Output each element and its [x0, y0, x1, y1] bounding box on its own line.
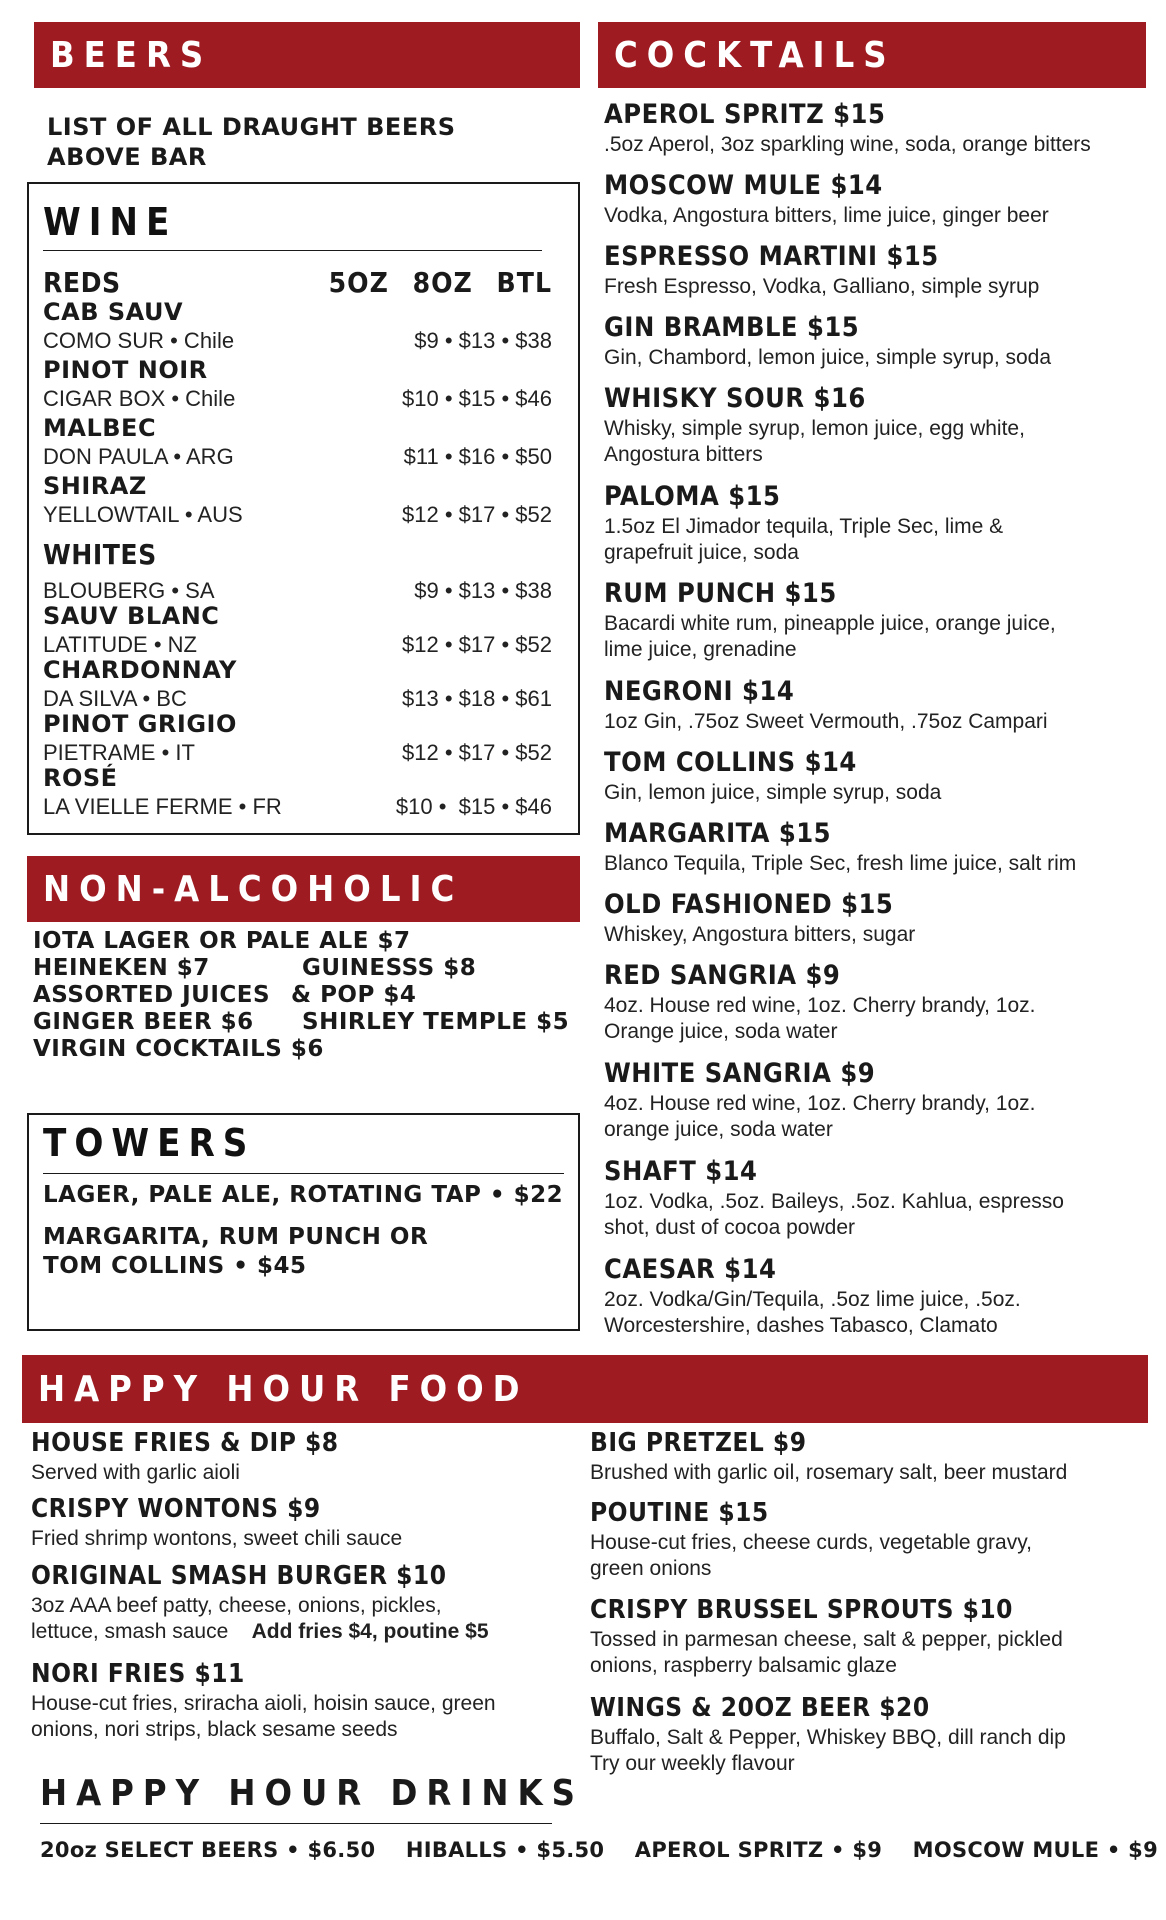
cocktail-name: RED SANGRIA $9: [604, 960, 841, 991]
wine-prices: $12 • $17 • $52: [402, 740, 552, 765]
wine-producer: PIETRAME • IT: [43, 740, 195, 765]
cocktail-description: Whiskey, Angostura bitters, sugar: [604, 923, 916, 946]
cocktail-name: ESPRESSO MARTINI $15: [604, 241, 939, 272]
wine-producer: CIGAR BOX • Chile: [43, 386, 236, 411]
cocktail-name: WHITE SANGRIA $9: [604, 1058, 876, 1089]
wine-prices: $13 • $18 • $61: [402, 686, 552, 711]
cocktail-description: 1.5oz El Jimador tequila, Triple Sec, lime & grapefruit juice, soda: [604, 515, 1004, 564]
wine-prices: $9 • $13 • $38: [414, 328, 552, 353]
happy-hour-drinks-divider: [40, 1823, 552, 1824]
wine-name: CAB SAUV: [43, 298, 184, 326]
cocktail-name: WHISKY SOUR $16: [604, 383, 866, 414]
food-description: House-cut fries, cheese curds, vegetable gravy, green onions: [590, 1531, 1032, 1580]
wine-prices: $9 • $13 • $38: [414, 578, 552, 603]
wine-divider: [43, 250, 542, 251]
list-item: [33, 982, 417, 1009]
list-item: [33, 928, 410, 955]
cocktail-description: Vodka, Angostura bitters, lime juice, ginger beer: [604, 204, 1049, 227]
wine-prices: $11 • $16 • $50: [403, 444, 552, 469]
towers-divider: [43, 1173, 564, 1174]
tower-item: MARGARITA, RUM PUNCH OR: [43, 1224, 429, 1250]
cocktail-name: RUM PUNCH $15: [604, 578, 837, 609]
beers-note-line: ABOVE BAR: [47, 143, 207, 171]
wine-columns-header: 5OZ 8OZ BTL: [328, 266, 552, 299]
wine-prices: $12 • $17 • $52: [402, 502, 552, 527]
cocktail-name: GIN BRAMBLE $15: [604, 312, 860, 343]
cocktail-name: SHAFT $14: [604, 1156, 758, 1187]
wine-name: PINOT GRIGIO: [43, 710, 237, 738]
cocktail-description: Gin, lemon juice, simple syrup, soda: [604, 781, 942, 804]
cocktail-name: PALOMA $15: [604, 481, 781, 512]
wine-producer: BLOUBERG • SA: [43, 578, 215, 603]
drink-item: GUINESSS $8: [302, 955, 477, 981]
food-name: NORI FRIES $11: [31, 1659, 245, 1689]
non-alcoholic-banner: [27, 856, 580, 922]
food-description: Buffalo, Salt & Pepper, Whiskey BBQ, dill ranch dip Try our weekly flavour: [590, 1726, 1066, 1775]
cocktail-name: MARGARITA $15: [604, 818, 832, 849]
food-name: POUTINE $15: [590, 1498, 769, 1528]
happy-hour-food-title: HAPPY HOUR FOOD: [38, 1368, 529, 1410]
drink-item: VIRGIN COCKTAILS $6: [33, 1036, 324, 1062]
food-description: Tossed in parmesan cheese, salt & pepper, pickled onions, raspberry balsamic glaze: [590, 1628, 1063, 1677]
cocktails-banner: [598, 22, 1146, 88]
non-alcoholic-title: NON-ALCOHOLIC: [43, 868, 464, 910]
cocktail-description: Fresh Espresso, Vodka, Galliano, simple syrup: [604, 275, 1040, 298]
towers-title: TOWERS: [43, 1121, 256, 1165]
happy-hour-drinks-list: 20oz SELECT BEERS • $6.50 HIBALLS • $5.50 APEROL SPRITZ • $9 MOSCOW MULE • $9: [40, 1838, 1159, 1862]
cocktail-description: Bacardi white rum, pineapple juice, orange juice, lime juice, grenadine: [604, 612, 1056, 661]
wine-producer: COMO SUR • Chile: [43, 328, 235, 353]
cocktail-description: 4oz. House red wine, 1oz. Cherry brandy, 1oz. orange juice, soda water: [604, 1092, 1036, 1141]
food-description: Fried shrimp wontons, sweet chili sauce: [31, 1527, 403, 1550]
list-item: [33, 955, 477, 982]
tower-item: TOM COLLINS • $45: [43, 1253, 307, 1279]
cocktail-description: Blanco Tequila, Triple Sec, fresh lime juice, salt rim: [604, 852, 1077, 875]
cocktail-name: NEGRONI $14: [604, 676, 795, 707]
cocktail-description: .5oz Aperol, 3oz sparkling wine, soda, orange bitters: [604, 133, 1091, 156]
wine-title: WINE: [43, 200, 178, 244]
list-item: [33, 1036, 410, 1063]
beers-title: BEERS: [50, 34, 213, 76]
food-description: Served with garlic aioli: [31, 1461, 240, 1484]
cocktail-description: 2oz. Vodka/Gin/Tequila, .5oz lime juice, .5oz. Worcestershire, dashes Tabasco, Clamato: [604, 1288, 1021, 1337]
beers-note: [47, 112, 456, 172]
wine-whites-label: WHITES: [43, 538, 157, 571]
addon-note: Add fries $4, poutine $5: [251, 1620, 489, 1643]
food-name: CRISPY WONTONS $9: [31, 1494, 321, 1524]
wine-name: CHARDONNAY: [43, 656, 237, 684]
food-name: CRISPY BRUSSEL SPROUTS $10: [590, 1595, 1013, 1625]
food-name: ORIGINAL SMASH BURGER $10: [31, 1561, 447, 1591]
cocktail-description: Whisky, simple syrup, lemon juice, egg white, Angostura bitters: [604, 417, 1025, 466]
wine-producer: YELLOWTAIL • AUS: [43, 502, 243, 527]
drink-item: GINGER BEER $6: [33, 1009, 254, 1035]
cocktail-description: Gin, Chambord, lemon juice, simple syrup, soda: [604, 346, 1052, 369]
cocktails-title: COCKTAILS: [614, 34, 896, 76]
wine-prices: $10 • $15 • $46: [402, 386, 552, 411]
cocktail-name: MOSCOW MULE $14: [604, 170, 883, 201]
beers-banner: [34, 22, 580, 88]
drink-item: IOTA LAGER OR PALE ALE $7: [33, 928, 411, 954]
drink-item: ASSORTED JUICES: [33, 982, 271, 1008]
food-description: House-cut fries, sriracha aioli, hoisin sauce, green onions, nori strips, black sesame seeds: [31, 1692, 496, 1741]
food-name: WINGS & 20OZ BEER $20: [590, 1693, 930, 1723]
cocktail-description: 4oz. House red wine, 1oz. Cherry brandy, 1oz. Orange juice, soda water: [604, 994, 1036, 1043]
wine-name: SHIRAZ: [43, 472, 147, 500]
cocktail-description: 1oz. Vodka, .5oz. Baileys, .5oz. Kahlua, espresso shot, dust of cocoa powder: [604, 1190, 1064, 1239]
cocktail-description: 1oz Gin, .75oz Sweet Vermouth, .75oz Campari: [604, 710, 1048, 733]
wine-name: MALBEC: [43, 414, 157, 442]
wine-prices: $10 • $15 • $46: [395, 794, 552, 819]
tower-item: LAGER, PALE ALE, ROTATING TAP • $22: [43, 1182, 564, 1208]
drink-item: SHIRLEY TEMPLE $5: [302, 1009, 570, 1035]
towers-section: [27, 1113, 580, 1331]
cocktail-name: TOM COLLINS $14: [604, 747, 857, 778]
wine-producer: LA VIELLE FERME • FR: [43, 794, 282, 819]
cocktail-name: OLD FASHIONED $15: [604, 889, 894, 920]
wine-name: ROSÉ: [43, 764, 118, 792]
food-name: HOUSE FRIES & DIP $8: [31, 1428, 339, 1458]
happy-hour-drinks-title: HAPPY HOUR DRINKS: [40, 1773, 584, 1814]
drink-item: & POP $4: [291, 982, 417, 1008]
happy-hour-food-banner: [22, 1355, 1148, 1423]
wine-name: SAUV BLANC: [43, 602, 220, 630]
list-item: [33, 1009, 570, 1036]
drink-item: HEINEKEN $7: [33, 955, 210, 981]
wine-name: PINOT NOIR: [43, 356, 208, 384]
beers-note-line: LIST OF ALL DRAUGHT BEERS: [47, 113, 456, 141]
food-description: 3oz AAA beef patty, cheese, onions, pickles, lettuce, smash sauce Add fries $4, poutine $5: [31, 1594, 489, 1643]
wine-section: [27, 182, 580, 835]
wine-prices: $12 • $17 • $52: [402, 632, 552, 657]
non-alcoholic-list: [33, 928, 570, 1063]
wine-producer: LATITUDE • NZ: [43, 632, 197, 657]
food-name: BIG PRETZEL $9: [590, 1428, 807, 1458]
cocktail-name: APEROL SPRITZ $15: [604, 99, 886, 130]
food-description: Brushed with garlic oil, rosemary salt, beer mustard: [590, 1461, 1068, 1484]
cocktail-name: CAESAR $14: [604, 1254, 777, 1285]
wine-producer: DON PAULA • ARG: [43, 444, 234, 469]
wine-producer: DA SILVA • BC: [43, 686, 187, 711]
wine-reds-label: REDS: [43, 266, 121, 299]
